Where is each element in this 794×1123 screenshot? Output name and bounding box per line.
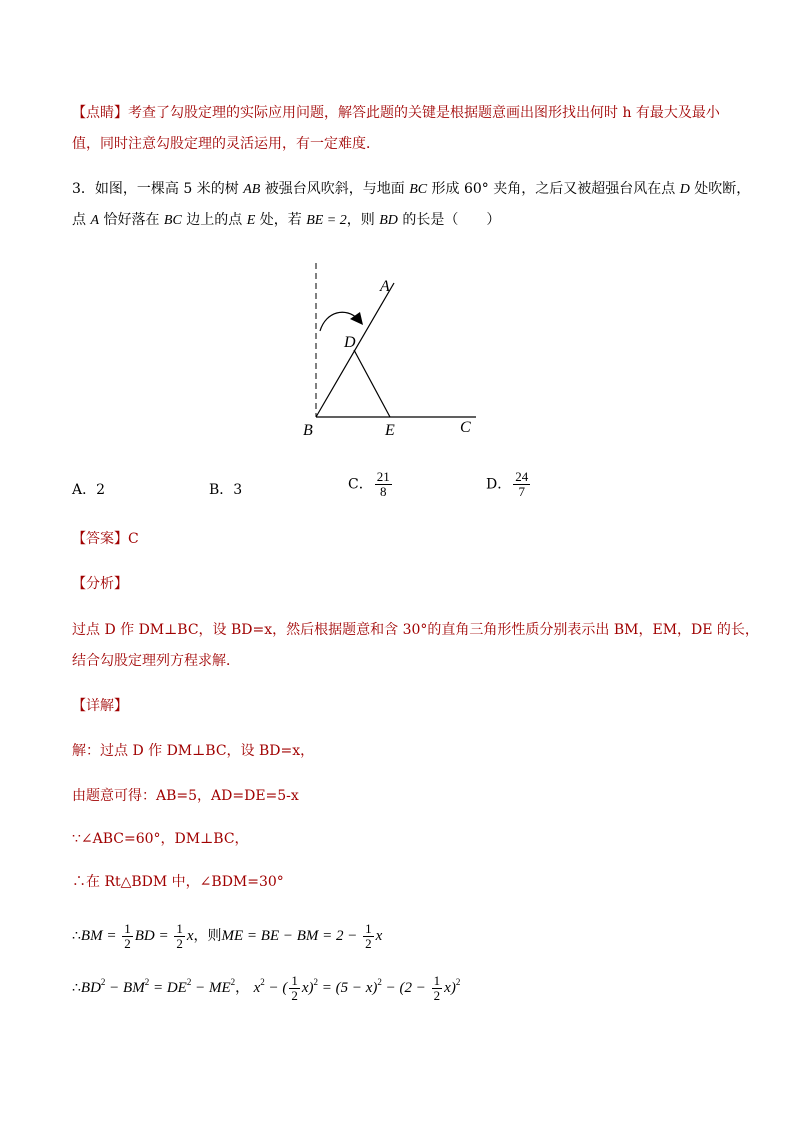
numerator: 1 [433, 972, 441, 988]
denominator: 2 [433, 987, 441, 1003]
equation-expanded-left: $x^2$ − ( [253, 977, 288, 996]
question-text: 点 [72, 212, 91, 228]
fraction-half [432, 974, 443, 1003]
answer-label: 【答案】 [72, 531, 128, 547]
question-text: 边上的点 [181, 212, 247, 228]
option-b [209, 480, 242, 500]
broken-line-de [354, 350, 390, 417]
question-text: 的长是（ ） [397, 212, 501, 228]
question-text: ，则 [346, 212, 380, 228]
therefore-symbol: ∴ [72, 980, 81, 996]
detail-equation-1 [72, 918, 382, 954]
equation-x: x [375, 928, 383, 944]
detail-line-1 [72, 741, 314, 761]
label-c: C [460, 419, 471, 436]
option-d-denominator: 7 [518, 484, 525, 499]
denominator: 2 [291, 987, 298, 1003]
question-line-1 [72, 179, 750, 200]
option-c-fraction [375, 470, 392, 499]
geometry-figure [290, 255, 490, 445]
detail-line-3 [72, 829, 249, 849]
option-a [72, 480, 105, 500]
equation-x: x [186, 928, 194, 944]
numerator: 1 [365, 920, 372, 936]
denominator: 2 [365, 935, 372, 951]
detail-label: 【详解】 [72, 698, 128, 714]
detail-text-3: ∵∠ABC=60°，DM⊥BC， [72, 831, 249, 847]
fraction-half [174, 922, 185, 951]
equation-expanded-mid: $x)^2 = (5 - x)^2 - (2$ − [301, 977, 430, 996]
analysis-heading [72, 574, 128, 594]
denominator: 2 [124, 935, 131, 951]
option-d-fraction [513, 470, 530, 499]
analysis-line-2 [72, 651, 240, 671]
option-b-value: 3 [233, 482, 243, 498]
question-line-2 [72, 210, 500, 231]
segment-ab: AB [243, 182, 261, 197]
question-text: 处吹断， [689, 181, 751, 197]
question-number: 3． [72, 181, 95, 197]
fraction-half [122, 922, 133, 951]
label-b: B [303, 422, 313, 439]
detail-line-2 [72, 786, 299, 806]
numerator: 1 [291, 972, 298, 988]
therefore-symbol: ∴ [72, 928, 81, 944]
analysis-text-1: 过点 D 作 DM⊥BC，设 BD=x，然后根据题意和含 30°的直角三角形性质分别表示出 BM，EM，DE 的长， [72, 622, 759, 638]
fraction-half [363, 922, 374, 951]
condition-be: BE = 2 [306, 213, 347, 228]
option-d-label: D． [486, 476, 512, 493]
detail-line-4 [72, 872, 284, 892]
label-a: A [380, 278, 390, 295]
numerator: 1 [176, 920, 183, 936]
point-e: E [246, 213, 256, 228]
tip-text-2: 值，同时注意勾股定理的灵活运用，有一定难度． [72, 136, 380, 152]
option-a-value: 2 [96, 482, 106, 498]
then-text: ，则 [193, 928, 222, 944]
point-d: D [679, 182, 690, 197]
option-a-label: A． [72, 482, 97, 498]
analysis-text-2: 结合勾股定理列方程求解． [72, 653, 240, 669]
option-c-denominator: 8 [379, 484, 387, 499]
detail-text-2: 由题意可得：AB=5，AD=DE=5-x [72, 788, 299, 804]
label-e: E [385, 422, 395, 439]
segment-bc: BC [409, 182, 428, 197]
question-text: 恰好落在 [99, 212, 164, 228]
question-text: 形成 60° 夹角，之后又被超强台风在点 [427, 181, 680, 197]
denominator: 2 [176, 935, 183, 951]
option-c [348, 470, 394, 499]
option-c-numerator: 21 [376, 469, 390, 484]
option-b-label: B． [209, 482, 234, 498]
equation-me: ME = BE − BM = 2 − [221, 928, 362, 944]
detail-text-4: ∴在 Rt△BDM 中，∠BDM=30° [72, 874, 284, 890]
equation-bd: BD = [134, 928, 173, 944]
tip-line-2 [72, 134, 380, 154]
tip-text-1: 考查了勾股定理的实际应用问题，解答此题的关键是根据题意画出图形找出何时 h 有最大及最小 [128, 105, 720, 121]
answer-value: C [128, 531, 139, 547]
answer-line [72, 529, 139, 549]
equation-bm: BM = [80, 928, 121, 944]
detail-text-1: 解：过点 D 作 DM⊥BC，设 BD=x， [72, 743, 315, 759]
equation-pythagoras: $BD^2 - BM^2 = DE^2 - ME^2$ [80, 977, 236, 996]
question-text: 如图，一棵高 5 米的树 [94, 181, 244, 197]
tip-line-1 [72, 103, 720, 123]
label-d: D [344, 334, 356, 351]
point-a: A [90, 213, 100, 228]
equation-expanded-right: x)$^2$ [444, 977, 461, 996]
option-c-label: C． [348, 476, 373, 493]
tip-label: 【点睛】 [72, 105, 128, 121]
option-d-numerator: 24 [515, 469, 529, 484]
question-text: 被强台风吹斜，与地面 [260, 181, 410, 197]
segment-bc: BC [163, 213, 182, 228]
segment-bd: BD [379, 213, 398, 228]
numerator: 1 [124, 920, 131, 936]
option-d [486, 470, 532, 499]
fraction-half [289, 974, 300, 1003]
analysis-line-1 [72, 620, 759, 640]
detail-equation-2: $\therefore BD^2 - BM^2 = DE^2 - ME^2$， $x^2$ − ( $\frac{1}{2}$ $x)^2 = (5 - x)^2 - (2$ − $\frac{1}{2}$ x)$^2$ [72, 972, 461, 1003]
detail-heading [72, 696, 128, 716]
question-text: 处，若 [255, 212, 307, 228]
analysis-label: 【分析】 [72, 576, 128, 592]
rotation-arrow [320, 312, 358, 331]
